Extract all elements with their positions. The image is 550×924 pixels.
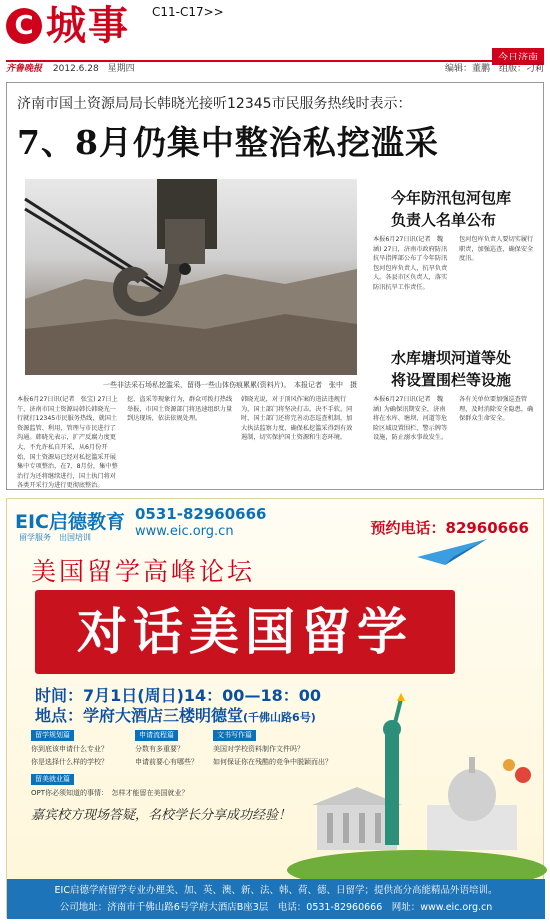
ad-slogan: 嘉宾校方现场答疑，名校学长分享成功经验！: [31, 808, 292, 823]
ad-phone: 0531-82960666: [135, 505, 267, 523]
edition-tag: 今日济南: [492, 48, 544, 65]
side-story-2-col-1: 本报6月27日讯(记者 魏涵) 为确保汛期安全，济南将在水库、塘坝、河道等危险区域设置围栏、警示牌等设施，防止溺水事故发生。: [373, 396, 448, 442]
meta-bar: [6, 60, 544, 74]
faq-employment: 留美就业篇 OPT你必须知道的事情： 怎样才能留在美国就业？: [31, 775, 189, 797]
paper-plane-icon: [417, 539, 487, 569]
meta-left: [6, 61, 135, 74]
photo-caption: 一些非法采石场私挖滥采，留得一些山体伤痕累累(资料片)。 本报记者 张中 摄: [103, 381, 357, 389]
ad-banner: [35, 590, 455, 674]
faq-process: 申请流程篇 分数有多重要？ 申请前要心有哪些？: [135, 731, 198, 766]
section-title: 城事: [46, 2, 130, 49]
ad-footer: EIC启德学府留学专业办理美、加、英、澳、新、法、韩、荷、德、日留学；提供高分高能精品外语培训。 公司地址：济南市千佛山路6号学府大酒店B座3层 电话：0531-82960666 网址：www.eic.org.cn: [7, 879, 545, 919]
article-kicker: 济南市国土资源局局长韩晓光接听12345市民服务热线时表示：: [17, 96, 412, 112]
credits: 编辑：董鹏 组版：刁莉: [444, 64, 544, 74]
faq-planning: 留学规划篇 你到底该申请什么专业？ 你是选择什么样的学校？: [31, 731, 108, 766]
article-headline: 7、8月仍集中整治私挖滥采: [17, 123, 439, 162]
ad-logo: EIC启德教育: [15, 511, 125, 533]
article-column-2: 挖、盗采等现象行为，群众可拨打热线举报，市国土资源部门将迅速组织力量到达现场，依法依规处理。: [127, 396, 233, 423]
article-column-3: 韩晓光说，对于顶风作案的违法违规行为，国土部门将坚决打击，决不手软。同时，国土部门还将完善动态巡查机制，加大执法监察力度，确保私挖滥采得到有效遏制，切实保护国土资源和生态环境。: [241, 396, 353, 442]
paper-name: 齐鲁晚报: [6, 64, 43, 74]
page-range[interactable]: C11-C17>>: [152, 5, 224, 19]
excavator-hook-image: [25, 179, 357, 375]
faq-essay: 文书写作篇 美国对学校资料制作文件吗？ 如何保证你在残酷的竞争中脱颖而出？: [213, 731, 332, 766]
side-story-1-title: 今年防汛包河包库 负责人名单公布: [391, 189, 512, 229]
ad-forum-title: 美国留学高峰论坛: [31, 557, 256, 586]
section-logo: C: [6, 8, 42, 44]
side-story-2-title: 水库塘坝河道等处 将设置围栏等设施: [391, 349, 512, 389]
issue-date: 2012.6.28: [52, 64, 99, 74]
issue-weekday: 星期四: [107, 64, 135, 74]
ad-banner-text: 对话美国留学: [77, 603, 413, 661]
ad-url[interactable]: www.eic.org.cn: [135, 524, 234, 539]
article-photo: [25, 179, 357, 375]
main-article: [6, 82, 544, 490]
side-story-2-col-2: 各有关单位要加强巡查管理，及时消除安全隐患，确保群众生命安全。: [459, 396, 534, 423]
ad-place: 地点：学府大酒店三楼明德堂(千佛山路6号): [35, 706, 316, 725]
advertisement[interactable]: [6, 498, 544, 918]
page-header: [0, 0, 550, 74]
side-story-1-col-1: 本报6月27日讯(记者 魏涵) 27日，济南市政府防汛抗旱指挥部公布了今年防汛包河包库负责人，抗旱负责人。各县市区负责人，落实防汛抗旱工作责任。: [373, 236, 448, 291]
article-column-1: 本报6月27日讯(记者 张宝) 27日上午，济南市国土资源局韩长韩晓光一行就打12345市民服务热线，就国土资源监管、利用、管理与市民进行了沟通。韩晓光表示，扩产反腐力度更大，不允许私自开采，从6月份开始，国土资源局已经对私挖滥采开展集中专项整治，在7、8月份，集中整治行为还将继续进行，国土执门将对各类开采行为进行更彻底整治。: [17, 396, 118, 490]
ad-booking-phone: 预约电话：82960666: [370, 519, 529, 537]
side-story-1-col-2: 包河包库负责人要切实履行职责，加强巡查，确保安全度汛。: [459, 236, 534, 263]
ad-logo-sub: 留学服务 出国培训: [19, 533, 91, 542]
us-landmarks-illustration: [297, 695, 541, 875]
ad-time: 时间：7月1日(周日)14：00—18：00: [35, 686, 321, 705]
